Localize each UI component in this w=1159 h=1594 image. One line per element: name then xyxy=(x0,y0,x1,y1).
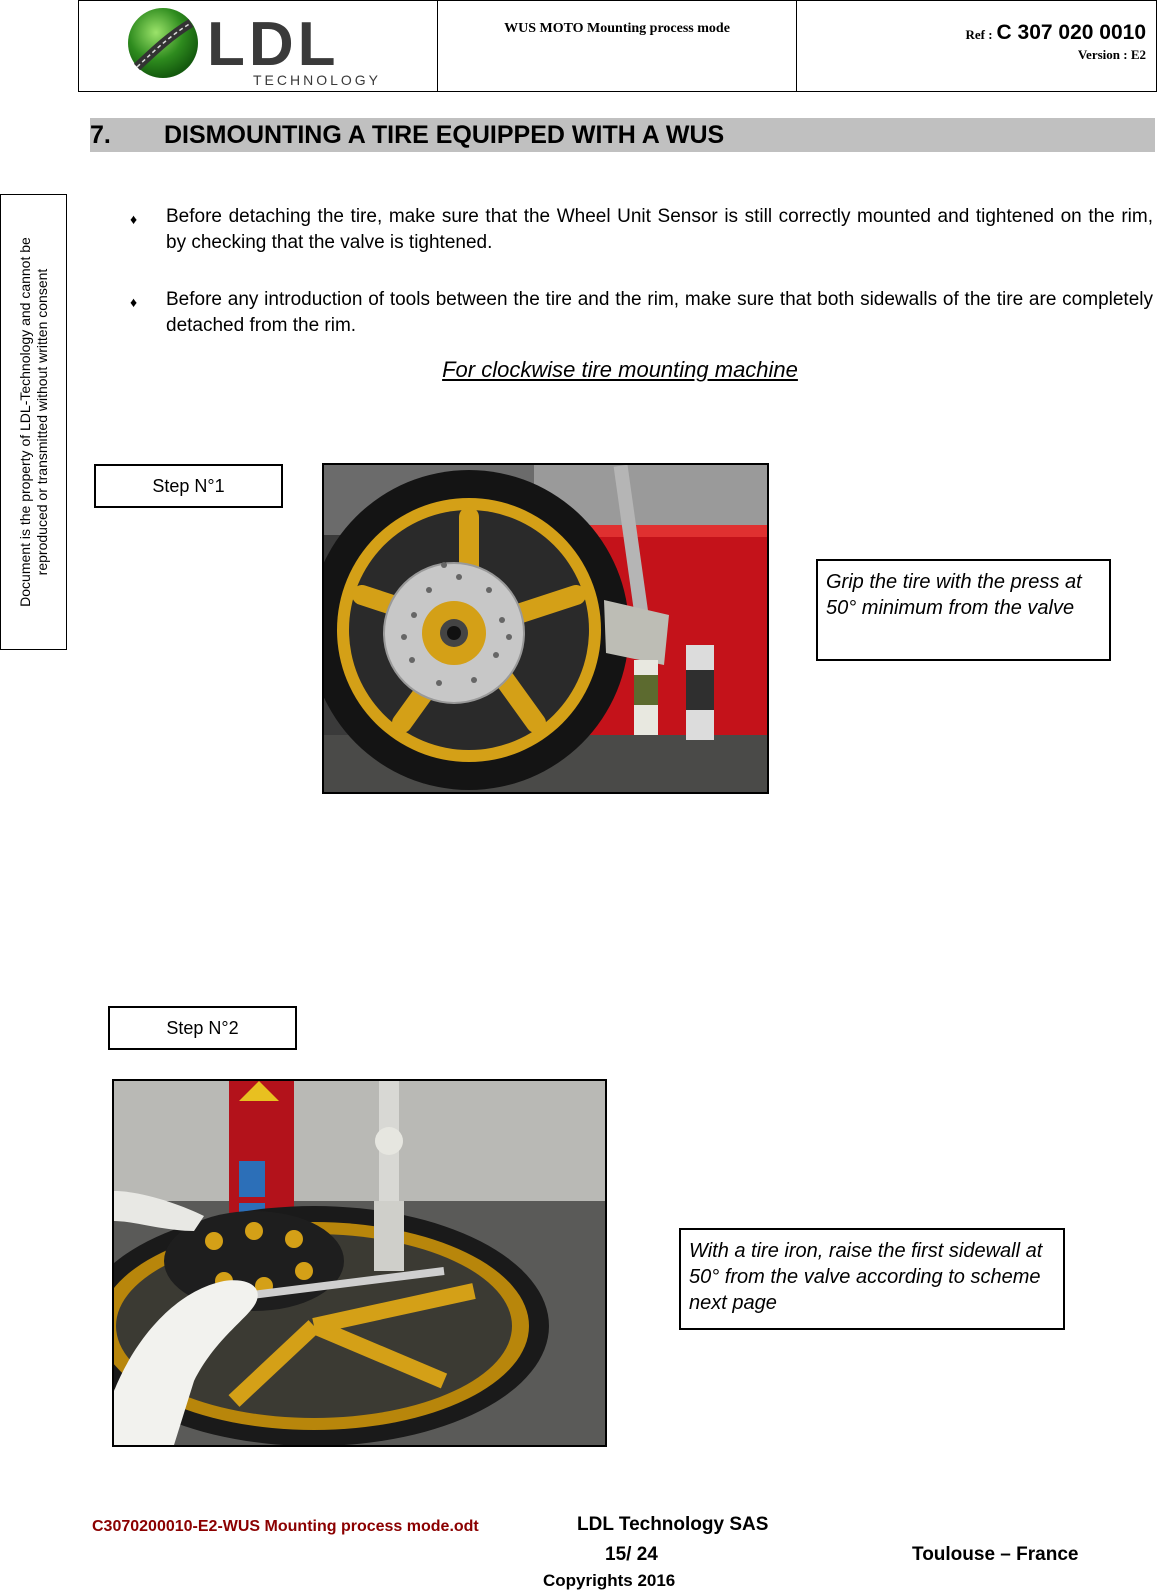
svg-text:TECHNOLOGY: TECHNOLOGY xyxy=(253,72,382,88)
svg-text:LDL: LDL xyxy=(207,10,340,79)
footer-company: LDL Technology SAS xyxy=(577,1514,769,1535)
section-title: DISMOUNTING A TIRE EQUIPPED WITH A WUS xyxy=(164,120,725,149)
step-1-label: Step N°1 xyxy=(94,464,283,508)
footer-page-number: 15/ 24 xyxy=(605,1544,658,1565)
bullet-text: Before detaching the tire, make sure that the Wheel Unit Sensor is still correctly mounted and tightened on the rim, by checking that the valve is tightened. xyxy=(166,206,1153,253)
document-header xyxy=(78,0,1157,92)
step-1-photo xyxy=(322,463,769,794)
doc-title: WUS MOTO Mounting process mode xyxy=(438,1,797,91)
footer-city: Toulouse – France xyxy=(912,1544,1079,1565)
section-heading xyxy=(90,118,1155,152)
diamond-bullet-icon: ♦ xyxy=(130,294,138,310)
bullet-text: Before any introduction of tools between the tire and the rim, make sure that both sidewalls of the tire are completely detached from the rim. xyxy=(166,289,1153,336)
diamond-bullet-icon: ♦ xyxy=(130,211,138,227)
side-notice-text: Document is the property of LDL-Technology and cannot be reproduced or transmitted without written consent xyxy=(16,237,50,607)
step-2-photo xyxy=(112,1079,607,1447)
footer-filename: C3070200010-E2-WUS Mounting process mode.odt xyxy=(92,1518,479,1535)
subheading: For clockwise tire mounting machine xyxy=(442,357,798,382)
step-1-note: Grip the tire with the press at 50° minimum from the valve xyxy=(816,559,1111,661)
section-number: 7. xyxy=(90,120,111,149)
step-2-label: Step N°2 xyxy=(108,1006,297,1050)
tire-iron-photo xyxy=(114,1081,605,1445)
ldl-logo xyxy=(127,5,397,89)
bullet-item xyxy=(130,204,1153,256)
side-notice-box xyxy=(0,194,67,650)
logo-cell xyxy=(79,1,438,91)
bullet-item xyxy=(130,287,1153,339)
ref-cell xyxy=(797,1,1156,91)
version-label: Version : E2 xyxy=(1077,47,1146,62)
ref-value: C 307 020 0010 xyxy=(996,21,1146,44)
ref-label: Ref : xyxy=(965,27,993,42)
step-2-note: With a tire iron, raise the first sidewall at 50° from the valve according to scheme next page xyxy=(679,1228,1065,1330)
tire-press-photo xyxy=(324,465,767,792)
footer-copyright: Copyrights 2016 xyxy=(543,1571,676,1590)
